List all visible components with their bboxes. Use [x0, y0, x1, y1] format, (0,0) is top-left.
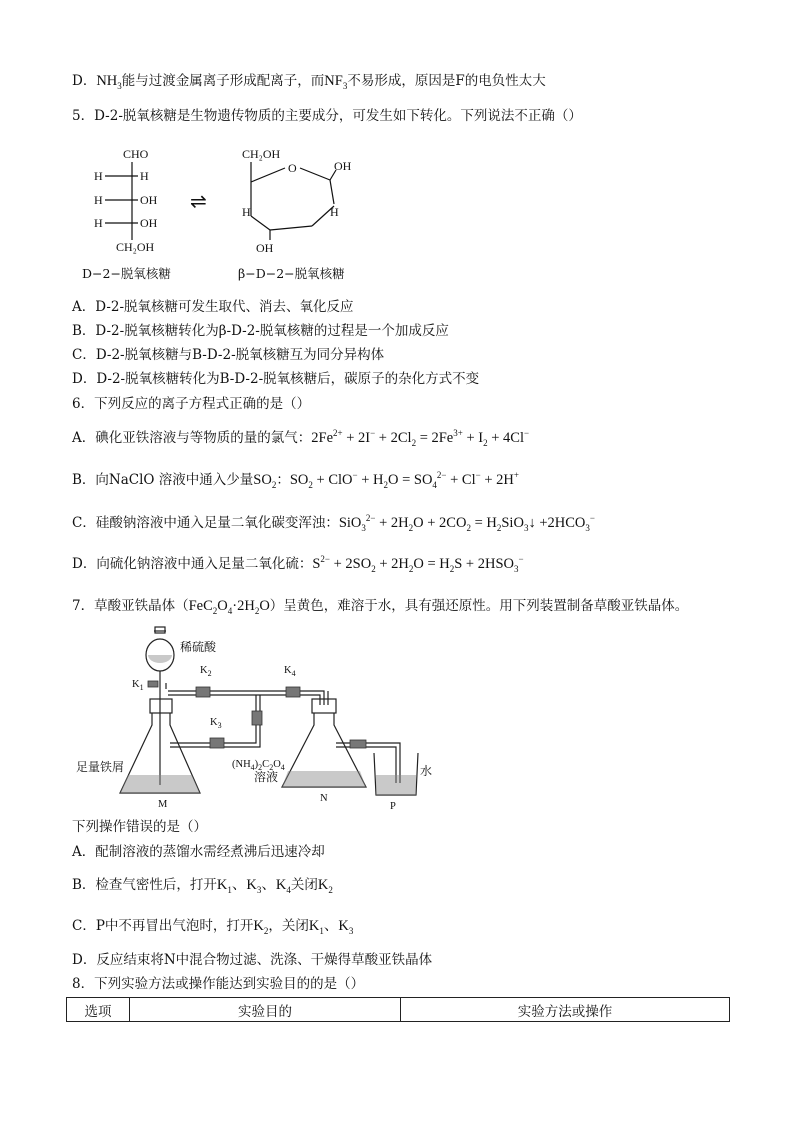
oh-label: OH: [140, 216, 158, 230]
svg-text:K1: $K_1$: [132, 679, 144, 692]
nf3-formula: $NF_3$: [324, 73, 348, 91]
apparatus-figure: [74, 625, 434, 815]
q7-option-a: A．配制溶液的蒸馏水需经煮沸后迅速冷却: [72, 844, 325, 860]
q7-stem: 7．草酸亚铁晶体$(FeC_2O_4\cdot 2H_2O)$呈黄色，难溶于水，具有强还原性。用下列装置制备草酸亚铁晶体。: [72, 598, 689, 616]
ring-oxygen-label: O: [288, 161, 297, 175]
solution-word-label: 溶液: [254, 770, 279, 784]
q6-option-a: A．碘化亚铁溶液与等物质的量的氯气：$2Fe^{2+} + 2I^- + 2Cl_2 = 2Fe^{3+} + I_2 + 4Cl^-$: [72, 428, 530, 448]
nh3-formula: $NH_3$: [96, 73, 122, 91]
iron-filings-label: 足量铁屑: [76, 760, 125, 774]
h-label: H: [94, 169, 103, 183]
valve-k1-icon[interactable]: [148, 681, 158, 687]
oh-label: OH: [256, 241, 274, 255]
table-header-cell: 实验目的: [130, 998, 401, 1022]
q6-stem: 6．下列反应的离子方程式正确的是（）: [72, 396, 311, 412]
svg-text:(NH4)2C2O4: $(NH_4)_2C_2O_4$: [232, 759, 285, 772]
q8-table: [66, 997, 730, 1022]
h-label: H: [94, 193, 103, 207]
h-label: H: [94, 216, 103, 230]
table-header-row: [67, 998, 730, 1022]
q6-option-c: C．硅酸钠溶液中通入足量二氧化碳变浑浊：$SiO_3^{2-} + 2H_2O + 2CO_2$ = $H_2SiO_3↓ +2HCO_3^-$: [72, 513, 595, 533]
water-label: 水: [420, 764, 433, 778]
oh-label: OH: [334, 159, 352, 173]
svg-text:K4: $K_4$: [284, 665, 296, 678]
q7-option-b: B．检查气密性后，打开$K_1$、$K_3$、$K_4$关闭$K_2$: [72, 877, 333, 895]
svg-text:K3: $K_3$: [210, 717, 222, 730]
ferrous-oxalate-formula: $FeC_2O_4\cdot 2H_2O$: [188, 598, 270, 616]
equation-b: $SO_2 + ClO^- + H_2O = SO_4^{2-} + Cl^- + 2H^+$: [289, 470, 519, 490]
q8-stem: 8．下列实验方法或操作能达到实验目的的是（）: [72, 976, 365, 992]
deoxyribose-structure-figure: [80, 140, 380, 288]
q5-option-c: C．D-2-脱氧核糖与B-D-2-脱氧核糖互为同分异构体: [72, 347, 385, 363]
q5-option-d: D．D-2-脱氧核糖转化为B-D-2-脱氧核糖后，碳原子的杂化方式不变: [72, 371, 480, 387]
dilute-sulfuric-acid-label: 稀硫酸: [180, 640, 217, 654]
svg-text:K2: $K_2$: [200, 665, 212, 678]
q4-option-d: D．$NH_3$能与过渡金属离子形成配离子，而$NF_3$不易形成，原因是F的电负性太大: [72, 73, 546, 91]
caption-open-chain: D−2−脱氧核糖: [82, 266, 171, 281]
valve-k4-icon[interactable]: [286, 687, 300, 697]
table-header-cell: 选项: [67, 998, 130, 1022]
flask-n-label: N: [320, 793, 328, 804]
table-header-cell: 实验方法或操作: [401, 998, 730, 1022]
equation-a: $2Fe^{2+} + 2I^- + 2Cl_2 = 2Fe^{3+} + I_2 + 4Cl^-$: [311, 428, 530, 448]
q5-option-b: B．D-2-脱氧核糖转化为β-D-2-脱氧核糖的过程是一个加成反应: [72, 323, 449, 339]
equilibrium-arrow: ⇌: [190, 191, 207, 213]
cho-label: CHO: [123, 147, 149, 161]
q6-option-d: D．向硫化钠溶液中通入足量二氧化硫：$S^{2-} + 2SO_2 + 2H_2O = H_2S + 2HSO_3^-$: [72, 554, 524, 574]
q7-ask: 下列操作错误的是（）: [72, 819, 207, 835]
equation-c: $SiO_3^{2-} + 2H_2O + 2CO_2$ = $H_2SiO_3↓ +2HCO_3^-$: [338, 513, 595, 533]
h-label: H: [330, 205, 339, 219]
valve-k2-icon[interactable]: [196, 687, 210, 697]
h-label: H: [140, 169, 149, 183]
oh-label: OH: [140, 193, 158, 207]
equation-d: $S^{2-} + 2SO_2 + 2H_2O = H_2S + 2HSO_3^-$: [312, 554, 524, 574]
q5-option-a: A．D-2-脱氧核糖可发生取代、消去、氧化反应: [72, 299, 354, 315]
q5-stem: 5．D-2-脱氧核糖是生物遗传物质的主要成分，可发生如下转化。下列说法不正确（）: [72, 108, 582, 124]
q6-option-b: B．向NaClO 溶液中通入少量$SO_2$：$SO_2 + ClO^- + H_2O = SO_4^{2-} + Cl^- + 2H^+$: [72, 470, 519, 490]
beaker-p-label: P: [390, 801, 396, 812]
flask-m-label: M: [158, 799, 168, 810]
ch2oh-label: CH₂OH: [242, 147, 281, 161]
ch2oh-label: CH₂OH: [116, 240, 155, 254]
q7-option-d: D．反应结束将N中混合物过滤、洗涤、干燥得草酸亚铁晶体: [72, 952, 433, 968]
caption-ring: β−D−2−脱氧核糖: [238, 266, 345, 281]
h-label: H: [242, 205, 251, 219]
q7-option-c: C．P中不再冒出气泡时，打开$K_2$，关闭$K_1$、$K_3$: [72, 918, 354, 936]
valve-k3-icon[interactable]: [210, 738, 224, 748]
